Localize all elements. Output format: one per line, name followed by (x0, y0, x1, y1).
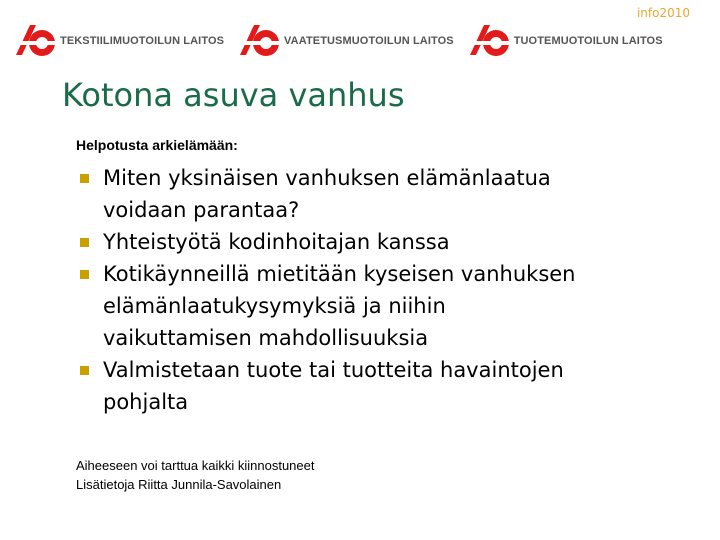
corner-tag: info2010 (636, 6, 690, 20)
logo-text: TEKSTIILIMUOTOILUN LAITOS (60, 35, 225, 47)
logo-text: VAATETUSMUOTOILUN LAITOS (284, 35, 454, 47)
bullet-square-icon (80, 366, 89, 375)
bullet-item (78, 354, 598, 418)
footer-note (76, 456, 314, 494)
logo-text: TUOTEMUOTOILUN LAITOS (513, 35, 663, 47)
bullet-item (78, 162, 598, 226)
bullet-square-icon (80, 238, 89, 247)
logo-bar (14, 20, 680, 62)
bullet-item (78, 258, 598, 354)
ao-logo-icon (14, 21, 58, 61)
bullet-item (78, 226, 598, 258)
ao-logo-icon (468, 21, 512, 61)
bullet-text: Miten yksinäisen vanhuksen elämänlaatua voidaan parantaa? (103, 166, 551, 222)
bullet-text: Valmistetaan tuote tai tuotteita havaintojen pohjalta (103, 358, 564, 414)
logo-tekstiilimuotoilu (14, 21, 224, 61)
footer-line: Lisätietoja Riitta Junnila-Savolainen (76, 477, 282, 492)
bullet-text: Kotikäynneillä mietitään kyseisen vanhuksen elämänlaatukysymyksiä ja niihin vaikuttamisen mahdollisuuksia (103, 262, 576, 350)
ao-logo-icon (238, 21, 282, 61)
bullet-square-icon (80, 174, 89, 183)
footer-line: Aiheeseen voi tarttua kaikki kiinnostuneet (76, 458, 315, 473)
slide-title: Kotona asuva vanhus (62, 76, 405, 114)
bullet-square-icon (80, 270, 89, 279)
logo-tuotemuotoilu (468, 21, 663, 61)
slide-subtitle: Helpotusta arkielämään: (76, 137, 238, 153)
logo-vaatetusmuotoilu (238, 21, 454, 61)
bullet-text: Yhteistyötä kodinhoitajan kanssa (103, 230, 450, 254)
bullet-list (78, 162, 598, 418)
